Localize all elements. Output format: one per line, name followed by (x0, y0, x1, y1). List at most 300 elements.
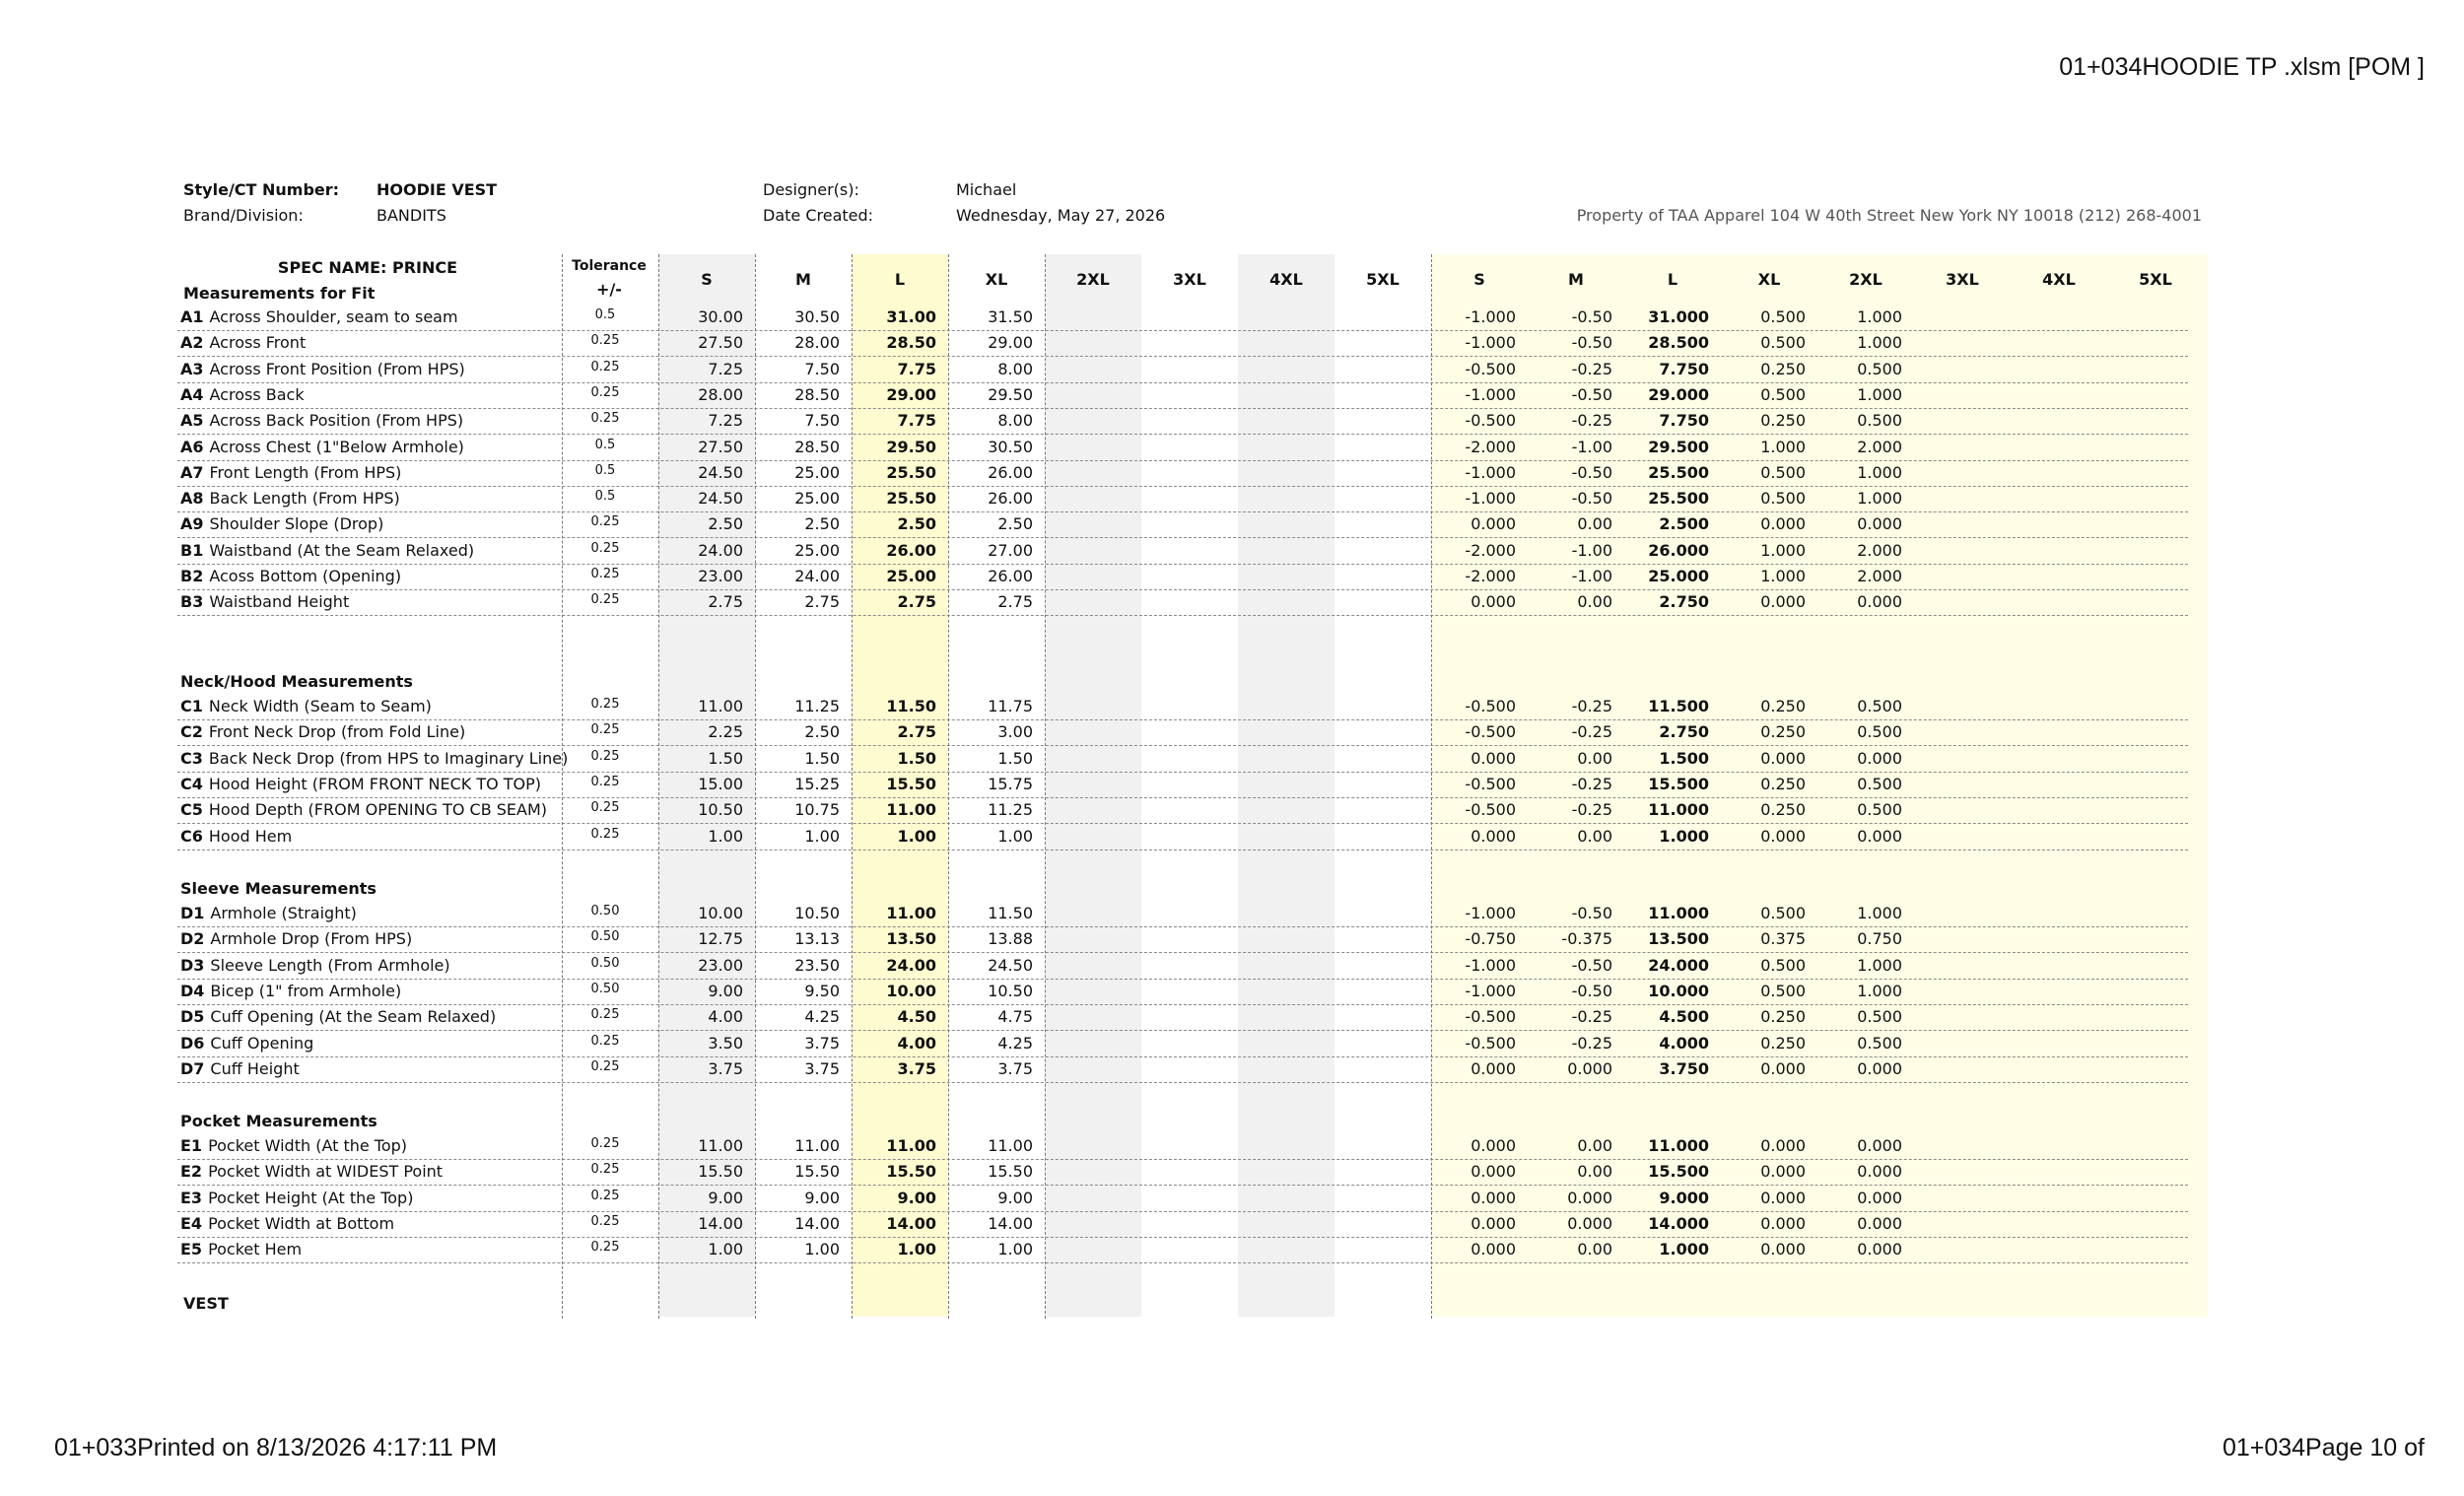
table-row (177, 511, 2188, 538)
measurement-desc (180, 357, 465, 382)
size-value: 14.00 (988, 1213, 1033, 1233)
size-value: 11.00 (886, 904, 936, 922)
grade-header-xl: XL (1757, 270, 1781, 289)
grade-value: -0.50 (1571, 904, 1612, 922)
measurement-desc (180, 953, 450, 979)
tolerance-value: 0.50 (590, 955, 620, 971)
measurement-code: C1 (180, 697, 203, 715)
grade-value: 1.000 (1659, 1240, 1709, 1259)
size-value: 2.75 (708, 592, 743, 612)
measurement-desc (180, 511, 383, 537)
grade-value: 1.000 (1857, 333, 1902, 353)
grade-value: 0.000 (1567, 1213, 1612, 1233)
measurement-name: Shoulder Slope (Drop) (209, 514, 384, 534)
table-row (177, 901, 2188, 927)
grade-value: -0.25 (1571, 722, 1612, 742)
size-value: 28.50 (886, 333, 936, 353)
grade-value: 1.000 (1659, 826, 1709, 846)
table-row (177, 772, 2188, 798)
grade-value: 0.500 (1857, 800, 1902, 820)
measurement-code: A3 (180, 359, 204, 378)
measurement-name: Across Shoulder, seam to seam (209, 307, 458, 326)
grade-value: -0.25 (1571, 697, 1612, 715)
grade-value: -1.000 (1465, 981, 1516, 1000)
size-value: 9.00 (804, 1188, 840, 1207)
size-value: 26.00 (988, 489, 1033, 509)
grade-value: 1.500 (1659, 748, 1709, 768)
grade-value: -0.500 (1465, 774, 1516, 793)
size-value: 27.00 (988, 540, 1033, 560)
grade-value: 0.000 (1857, 1136, 1902, 1155)
measurement-code: E2 (180, 1162, 203, 1182)
table-row (177, 1237, 2188, 1263)
size-value: 7.25 (708, 411, 743, 431)
grade-value: -0.50 (1571, 462, 1612, 482)
grade-value: -0.750 (1465, 929, 1516, 949)
size-value: 2.75 (897, 722, 936, 742)
measurement-code: A1 (180, 307, 204, 326)
tolerance-label: Tolerance (572, 258, 647, 274)
size-value: 10.00 (886, 981, 936, 1000)
size-value: 3.75 (708, 1058, 743, 1078)
grade-value: 0.00 (1577, 1162, 1612, 1182)
grade-value: 1.000 (1760, 437, 1806, 456)
grade-value: 0.000 (1857, 592, 1902, 612)
measurement-desc (180, 772, 541, 797)
measurement-code: A9 (180, 514, 204, 534)
measurement-code: D2 (180, 929, 205, 949)
grade-value: -0.25 (1571, 411, 1612, 431)
tolerance-value: 0.25 (590, 748, 620, 764)
measurement-name: Bicep (1" from Armhole) (210, 981, 402, 1000)
tolerance-sub: +/- (596, 280, 622, 299)
measurement-desc (180, 926, 412, 952)
measurement-desc (180, 1237, 302, 1262)
table-row (177, 824, 2188, 850)
tolerance-value: 0.50 (590, 981, 620, 996)
grade-value: -1.000 (1465, 489, 1516, 509)
size-value: 23.50 (794, 955, 840, 975)
measurement-desc (180, 1004, 496, 1030)
grade-value: -0.500 (1465, 697, 1516, 715)
grade-value: 0.000 (1760, 514, 1806, 534)
grade-value: 0.250 (1760, 359, 1806, 378)
designer-value: Michael (956, 180, 1017, 199)
grade-value: 11.000 (1648, 800, 1709, 820)
measurement-desc (180, 460, 401, 486)
measurement-desc (180, 979, 401, 1004)
size-value: 15.50 (794, 1162, 840, 1182)
grade-value: -0.500 (1465, 722, 1516, 742)
size-value: 11.50 (988, 904, 1033, 922)
grade-value: 2.750 (1659, 592, 1709, 612)
grade-value: 9.000 (1659, 1188, 1709, 1207)
measurement-desc (180, 824, 292, 850)
grade-value: 11.000 (1648, 1136, 1709, 1155)
size-header-m: M (795, 270, 811, 289)
grade-value: 0.000 (1760, 1188, 1806, 1207)
grade-value: -0.500 (1465, 1033, 1516, 1053)
grade-header-l: L (1667, 270, 1678, 289)
measurement-code: D1 (180, 904, 205, 922)
size-value: 15.00 (698, 774, 743, 793)
grade-value: -1.000 (1465, 333, 1516, 353)
measurement-code: B3 (180, 592, 204, 612)
grade-value: 0.500 (1760, 384, 1806, 404)
measurement-code: D3 (180, 955, 205, 975)
tolerance-value: 0.25 (590, 592, 620, 608)
grade-value: 24.000 (1648, 955, 1709, 975)
size-value: 11.00 (886, 1136, 936, 1155)
grade-header-3xl: 3XL (1946, 270, 1979, 289)
table-row (177, 486, 2188, 512)
size-value: 26.00 (988, 462, 1033, 482)
size-value: 1.50 (897, 748, 936, 768)
tolerance-value: 0.25 (590, 514, 620, 530)
size-value: 10.50 (698, 800, 743, 820)
measurement-desc (180, 901, 357, 926)
grade-value: -0.25 (1571, 774, 1612, 793)
tolerance-value: 0.25 (590, 722, 620, 738)
size-value: 13.13 (794, 929, 840, 949)
measurement-name: Waistband Height (209, 592, 350, 612)
size-value: 24.00 (698, 540, 743, 560)
size-value: 10.50 (794, 904, 840, 922)
measurement-name: Hood Depth (FROM OPENING TO CB SEAM) (208, 800, 548, 820)
size-value: 26.00 (886, 540, 936, 560)
size-value: 30.00 (698, 307, 743, 326)
grade-value: 0.000 (1567, 1058, 1612, 1078)
column-divider (658, 254, 659, 1319)
grade-value: 0.250 (1760, 697, 1806, 715)
grade-value: 0.500 (1857, 1007, 1902, 1027)
grade-value: 0.00 (1577, 748, 1612, 768)
size-value: 1.50 (804, 748, 840, 768)
size-value: 28.00 (698, 384, 743, 404)
table-row (177, 719, 2188, 746)
grade-value: 28.500 (1648, 333, 1709, 353)
grade-value: -0.500 (1465, 411, 1516, 431)
grade-value: -0.50 (1571, 333, 1612, 353)
grade-value: 13.500 (1648, 929, 1709, 949)
table-row (177, 1159, 2188, 1186)
size-value: 25.00 (794, 540, 840, 560)
measurement-name: Across Chest (1"Below Armhole) (209, 437, 464, 456)
measurement-desc (180, 1211, 394, 1237)
size-header-5xl: 5XL (1366, 270, 1400, 289)
size-value: 10.00 (698, 904, 743, 922)
size-value: 3.50 (708, 1033, 743, 1053)
property-note: Property of TAA Apparel 104 W 40th Street New York NY 10018 (212) 268-4001 (1576, 206, 2202, 225)
table-row (177, 1056, 2188, 1083)
measurement-name: Across Front (209, 333, 307, 353)
grade-value: -0.25 (1571, 800, 1612, 820)
table-row (177, 797, 2188, 824)
size-value: 11.50 (886, 697, 936, 715)
tolerance-value: 0.5 (594, 437, 616, 452)
measurement-name: Cuff Height (210, 1058, 300, 1078)
size-value: 3.75 (997, 1058, 1033, 1078)
measurement-name: Back Neck Drop (from HPS to Imaginary Line) (208, 748, 569, 768)
size-value: 12.75 (698, 929, 743, 949)
size-value: 2.50 (897, 514, 936, 534)
section-title: Neck/Hood Measurements (180, 672, 413, 691)
size-value: 7.50 (804, 411, 840, 431)
tolerance-value: 0.5 (594, 307, 616, 322)
measurement-name: Pocket Width (At the Top) (208, 1136, 408, 1155)
size-value: 2.75 (897, 592, 936, 612)
grade-header-5xl: 5XL (2139, 270, 2172, 289)
grade-value: 0.000 (1471, 1136, 1516, 1155)
grade-value: 0.000 (1857, 514, 1902, 534)
size-value: 13.88 (988, 929, 1033, 949)
size-value: 10.75 (794, 800, 840, 820)
grade-value: -0.50 (1571, 981, 1612, 1000)
size-value: 15.50 (886, 1162, 936, 1182)
section-title: Sleeve Measurements (180, 879, 376, 898)
section-title: Pocket Measurements (180, 1112, 377, 1130)
table-row (177, 408, 2188, 435)
grade-value: 0.500 (1760, 981, 1806, 1000)
measurement-name: Cuff Opening (210, 1033, 314, 1053)
measurement-code: A5 (180, 411, 204, 431)
size-value: 3.75 (804, 1033, 840, 1053)
grade-value: 1.000 (1857, 981, 1902, 1000)
measurement-desc (180, 1056, 300, 1082)
grade-value: 0.500 (1760, 904, 1806, 922)
size-value: 7.75 (897, 359, 936, 378)
size-value: 11.25 (988, 800, 1033, 820)
grade-value: 0.000 (1857, 748, 1902, 768)
table-row (177, 305, 2188, 331)
grade-value: 2.750 (1659, 722, 1709, 742)
table-row (177, 979, 2188, 1005)
measurement-code: A4 (180, 384, 204, 404)
grade-value: 0.500 (1760, 955, 1806, 975)
tolerance-value: 0.25 (590, 567, 620, 581)
grade-value: 0.250 (1760, 722, 1806, 742)
grade-value: 0.000 (1471, 826, 1516, 846)
column-divider (852, 254, 853, 1319)
grade-header-2xl: 2XL (1849, 270, 1882, 289)
measurement-code: E5 (180, 1240, 203, 1259)
size-value: 7.25 (708, 359, 743, 378)
tolerance-value: 0.25 (590, 540, 620, 556)
measurement-desc (180, 305, 458, 330)
grade-value: -0.50 (1571, 307, 1612, 326)
size-value: 10.50 (988, 981, 1033, 1000)
size-value: 26.00 (988, 567, 1033, 585)
grade-value: -0.50 (1571, 955, 1612, 975)
size-value: 28.50 (794, 384, 840, 404)
table-row (177, 538, 2188, 565)
grade-value: -0.50 (1571, 384, 1612, 404)
grade-value: -0.500 (1465, 1007, 1516, 1027)
grade-value: 0.500 (1760, 489, 1806, 509)
grade-value: 1.000 (1857, 384, 1902, 404)
grade-value: 2.000 (1857, 437, 1902, 456)
table-row (177, 926, 2188, 953)
size-value: 28.00 (794, 333, 840, 353)
grade-value: 0.000 (1760, 826, 1806, 846)
grade-value: -0.375 (1561, 929, 1612, 949)
measurement-desc (180, 1159, 443, 1185)
grade-value: 0.250 (1760, 800, 1806, 820)
grade-value: -2.000 (1465, 437, 1516, 456)
measurement-code: C3 (180, 748, 203, 768)
size-value: 13.50 (886, 929, 936, 949)
table-row (177, 330, 2188, 357)
tolerance-value: 0.50 (590, 929, 620, 945)
grade-value: -0.500 (1465, 800, 1516, 820)
tolerance-value: 0.25 (590, 1058, 620, 1074)
tolerance-value: 0.25 (590, 1188, 620, 1203)
size-value: 28.50 (794, 437, 840, 456)
measurement-name: Acoss Bottom (Opening) (209, 567, 402, 585)
measurement-code: D6 (180, 1033, 205, 1053)
tolerance-value: 0.25 (590, 1033, 620, 1049)
tolerance-value: 0.25 (590, 1240, 620, 1256)
grade-value: 0.00 (1577, 592, 1612, 612)
grade-value: 7.750 (1659, 359, 1709, 378)
measurement-desc (180, 694, 432, 719)
table-row (177, 382, 2188, 409)
table-row (177, 460, 2188, 487)
measurement-name: Front Neck Drop (from Fold Line) (208, 722, 466, 742)
grade-value: -1.000 (1465, 462, 1516, 482)
size-value: 9.50 (804, 981, 840, 1000)
grade-value: -1.00 (1571, 567, 1612, 585)
size-value: 11.00 (794, 1136, 840, 1155)
measurement-desc (180, 408, 463, 434)
size-value: 23.00 (698, 955, 743, 975)
size-value: 27.50 (698, 333, 743, 353)
measurement-code: A2 (180, 333, 204, 353)
designer-label: Designer(s): (763, 180, 859, 199)
measurement-name: Across Back (209, 384, 305, 404)
column-divider (1431, 254, 1432, 1319)
grade-value: 11.500 (1648, 697, 1709, 715)
grade-value: 0.000 (1857, 1240, 1902, 1259)
tolerance-value: 0.25 (590, 697, 620, 712)
size-header-2xl: 2XL (1076, 270, 1110, 289)
measurement-desc (180, 589, 349, 615)
date-value: Wednesday, May 27, 2026 (956, 206, 1166, 225)
table-row (177, 953, 2188, 980)
size-header-3xl: 3XL (1173, 270, 1206, 289)
size-value: 1.00 (997, 1240, 1033, 1259)
footer-label: VEST (183, 1294, 229, 1313)
grade-value: 0.00 (1577, 1240, 1612, 1259)
measurement-code: C4 (180, 774, 203, 793)
measurement-code: C5 (180, 800, 203, 820)
size-value: 1.00 (804, 826, 840, 846)
grade-value: 0.500 (1760, 333, 1806, 353)
size-value: 2.50 (997, 514, 1033, 534)
measurement-desc (180, 486, 400, 511)
grade-value: 0.000 (1760, 1213, 1806, 1233)
grade-value: 0.500 (1857, 1033, 1902, 1053)
size-value: 30.50 (988, 437, 1033, 456)
tolerance-value: 0.25 (590, 1213, 620, 1229)
grade-value: 25.000 (1648, 567, 1709, 585)
column-divider (948, 254, 949, 1319)
measurement-desc (180, 538, 474, 564)
measurement-code: C6 (180, 826, 203, 846)
measurement-desc (180, 1133, 407, 1159)
grade-value: 14.000 (1648, 1213, 1709, 1233)
grade-value: 25.500 (1648, 462, 1709, 482)
size-value: 1.00 (897, 1240, 936, 1259)
grade-value: 0.500 (1857, 774, 1902, 793)
grade-value: 1.000 (1857, 955, 1902, 975)
grade-value: -1.000 (1465, 904, 1516, 922)
tolerance-value: 0.25 (590, 359, 620, 374)
grade-value: 0.250 (1760, 1007, 1806, 1027)
measurement-code: E4 (180, 1213, 203, 1233)
grade-value: 2.000 (1857, 540, 1902, 560)
grade-value: 0.500 (1857, 697, 1902, 715)
measurement-desc (180, 382, 305, 408)
grade-value: 0.000 (1857, 1058, 1902, 1078)
grade-value: 7.750 (1659, 411, 1709, 431)
table-row (177, 435, 2188, 461)
grade-value: -1.000 (1465, 955, 1516, 975)
measurement-name: Pocket Width at Bottom (208, 1213, 395, 1233)
grade-value: -0.25 (1571, 1033, 1612, 1053)
grade-value: 0.000 (1760, 1162, 1806, 1182)
size-value: 29.50 (988, 384, 1033, 404)
grade-value: 10.000 (1648, 981, 1709, 1000)
table-row (177, 746, 2188, 773)
grade-value: 15.500 (1648, 1162, 1709, 1182)
grade-value: -1.000 (1465, 384, 1516, 404)
measurement-code: E1 (180, 1136, 203, 1155)
grade-value: 15.500 (1648, 774, 1709, 793)
style-label: Style/CT Number: (183, 180, 340, 199)
grade-value: 0.000 (1760, 1058, 1806, 1078)
size-value: 25.00 (886, 567, 936, 585)
tolerance-value: 0.25 (590, 411, 620, 427)
grade-value: 26.000 (1648, 540, 1709, 560)
grade-value: 2.000 (1857, 567, 1902, 585)
size-value: 2.50 (804, 514, 840, 534)
size-value: 2.25 (708, 722, 743, 742)
grade-value: 0.250 (1760, 411, 1806, 431)
tolerance-value: 0.25 (590, 333, 620, 349)
size-value: 24.00 (886, 955, 936, 975)
size-value: 11.00 (698, 697, 743, 715)
grade-value: 29.000 (1648, 384, 1709, 404)
size-header-l: L (894, 270, 906, 289)
table-row (177, 564, 2188, 590)
size-value: 15.50 (988, 1162, 1033, 1182)
measurement-name: Back Length (From HPS) (209, 489, 400, 509)
tolerance-value: 0.25 (590, 774, 620, 789)
tolerance-value: 0.5 (594, 489, 616, 505)
grade-value: 0.500 (1857, 411, 1902, 431)
grade-value: 0.000 (1471, 748, 1516, 768)
size-value: 14.00 (698, 1213, 743, 1233)
size-value: 14.00 (794, 1213, 840, 1233)
size-value: 9.00 (708, 981, 743, 1000)
tolerance-value: 0.25 (590, 826, 620, 842)
measurement-code: A6 (180, 437, 204, 456)
size-value: 15.25 (794, 774, 840, 793)
grade-value: 1.000 (1760, 567, 1806, 585)
size-value: 4.25 (997, 1033, 1033, 1053)
tolerance-value: 0.25 (590, 800, 620, 816)
